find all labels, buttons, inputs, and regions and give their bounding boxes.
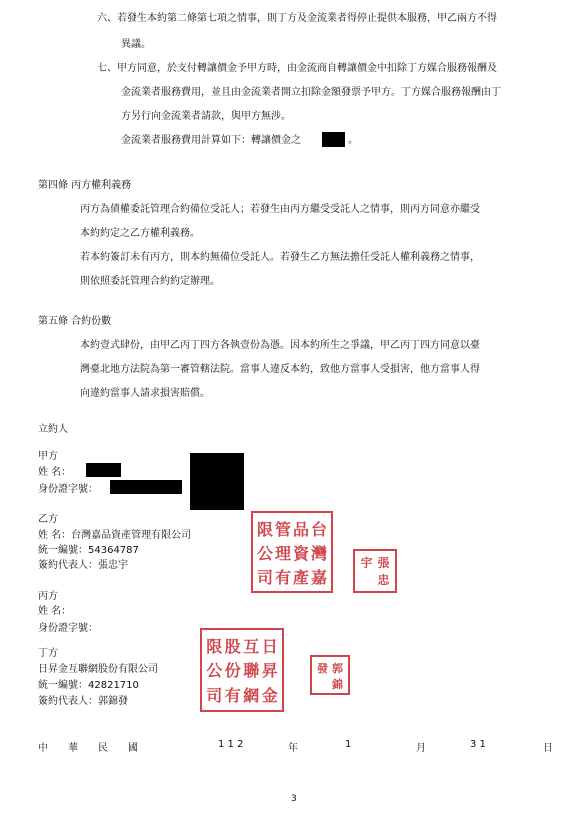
- party-c-name-label: 姓 名：: [38, 606, 72, 617]
- party-b-name: 姓 名：台灣嘉品資產管理有限公司: [38, 530, 192, 541]
- date-day: 3 1: [470, 739, 486, 750]
- seal-glyph: 嘉: [310, 567, 327, 587]
- seal-glyph: 張: [377, 556, 390, 570]
- redaction-party-a-id: [110, 480, 182, 494]
- seal-glyph: 金: [261, 686, 278, 706]
- clause-6-line-2: 異議。: [121, 39, 151, 50]
- seal-glyph: 宇: [360, 556, 373, 570]
- clause-7-line-4-prefix: 金流業者服務費用計算如下：轉讓價金之: [121, 135, 301, 146]
- seal-glyph: 資: [292, 543, 309, 563]
- party-d-company-seal: [200, 628, 284, 712]
- party-d-company-seal-text: [202, 630, 282, 710]
- seal-glyph: 司: [256, 567, 273, 587]
- party-b-company-seal: [251, 511, 333, 593]
- date-era-char: 華: [68, 743, 78, 754]
- seal-glyph: 管: [274, 519, 291, 539]
- party-c-id-label: 身份證字號：: [38, 623, 98, 634]
- article-5-heading: 第五條 合約份數: [38, 316, 112, 327]
- date-year: 1 1 2: [218, 739, 244, 750]
- article-4-line-3: 若本約簽訂未有丙方，則本約無備位受託人。若發生乙方無法擔任受託人權利義務之情事，: [80, 252, 480, 263]
- seal-glyph: 限: [256, 519, 273, 539]
- article-4-line-1: 丙方為債權委託管理合約備位受託人；若發生由丙方繼受受託人之情事，則丙方同意亦繼受: [80, 204, 480, 215]
- seal-glyph: 司: [206, 686, 223, 706]
- seal-glyph: 股: [224, 636, 241, 656]
- date-era-char: 中: [38, 743, 48, 754]
- seal-glyph: 聯: [243, 661, 260, 681]
- redaction-party-a-name: [86, 463, 121, 477]
- signatories-title: 立約人: [38, 424, 68, 435]
- article-5-line-3: 向違約當事人請求損害賠償。: [80, 388, 210, 399]
- clause-7-line-2: 金流業者服務費用，並且由金流業者開立扣除金額發票予甲方。丁方媒合服務報酬由丁: [121, 87, 501, 98]
- party-a-id-label: 身份證字號：: [38, 484, 98, 495]
- party-b-company-seal-text: [253, 513, 331, 591]
- seal-glyph: 互: [243, 636, 260, 656]
- party-b-label: 乙方: [38, 514, 58, 525]
- seal-glyph: 忠: [377, 573, 390, 587]
- seal-glyph: 錦: [332, 678, 343, 691]
- party-d-name: 日昇金互聯網股份有限公司: [38, 664, 158, 675]
- party-d-representative: 簽約代表人：郭錦發: [38, 696, 128, 707]
- seal-glyph: 台: [310, 519, 327, 539]
- clause-7-line-1: 七、甲方同意，於支付轉讓價金予甲方時，由金流商自轉讓價金中扣除丁方媒合服務報酬及: [97, 63, 497, 74]
- party-c-label: 丙方: [38, 591, 58, 602]
- date-month: 1: [345, 739, 352, 750]
- seal-glyph: 份: [224, 661, 241, 681]
- redaction-fee-rate: [322, 132, 345, 147]
- party-b-personal-seal: [353, 549, 397, 593]
- party-a-label: 甲方: [38, 451, 58, 462]
- seal-glyph: 昇: [261, 661, 278, 681]
- article-4-line-2: 本約約定之乙方權利義務。: [80, 228, 200, 239]
- article-4-heading: 第四條 丙方權利義務: [38, 180, 132, 191]
- redaction-party-a-seal: [190, 453, 244, 510]
- date-day-unit: 日: [543, 743, 553, 754]
- seal-glyph: 品: [292, 519, 309, 539]
- date-era-char: 民: [98, 743, 108, 754]
- article-5-line-1: 本約壹式肆份，由甲乙丙丁四方各執壹份為憑。因本約所生之爭議，甲乙丙丁四方同意以臺: [80, 340, 480, 351]
- article-5-line-2: 灣臺北地方法院為第一審管轄法院。當事人違反本約，致他方當事人受損害，他方當事人得: [80, 364, 480, 375]
- party-d-personal-seal-text: [312, 657, 348, 693]
- date-era-char: 國: [128, 743, 138, 754]
- page-number: 3: [291, 794, 297, 804]
- party-d-label: 丁方: [38, 648, 58, 659]
- seal-glyph: 日: [261, 636, 278, 656]
- party-a-name-label: 姓 名：: [38, 467, 72, 478]
- article-4-line-4: 則依照委託管理合約約定辦理。: [80, 276, 220, 287]
- seal-glyph: 郭: [332, 662, 343, 675]
- seal-glyph: 公: [206, 661, 223, 681]
- party-b-tax-id: 統一編號：54364787: [38, 545, 139, 556]
- date-year-unit: 年: [288, 743, 298, 754]
- seal-glyph: 公: [256, 543, 273, 563]
- party-d-personal-seal: [310, 655, 350, 695]
- date-month-unit: 月: [416, 743, 426, 754]
- seal-glyph: 限: [206, 636, 223, 656]
- seal-glyph: 有: [224, 686, 241, 706]
- seal-glyph: 有: [274, 567, 291, 587]
- party-d-tax-id: 統一編號：42821710: [38, 680, 139, 691]
- party-b-personal-seal-text: [355, 551, 395, 591]
- seal-glyph: 理: [274, 543, 291, 563]
- seal-glyph: 發: [317, 662, 328, 675]
- seal-glyph: 產: [292, 567, 309, 587]
- clause-7-line-4-suffix: 。: [348, 135, 358, 146]
- clause-6-line-1: 六、若發生本約第二條第七項之情事，則丁方及金流業者得停止提供本服務，甲乙兩方不得: [97, 13, 497, 24]
- seal-glyph: 灣: [310, 543, 327, 563]
- seal-glyph: 網: [243, 686, 260, 706]
- clause-7-line-3: 方另行向金流業者請款，與甲方無涉。: [121, 111, 291, 122]
- party-b-representative: 簽約代表人：張忠宇: [38, 560, 128, 571]
